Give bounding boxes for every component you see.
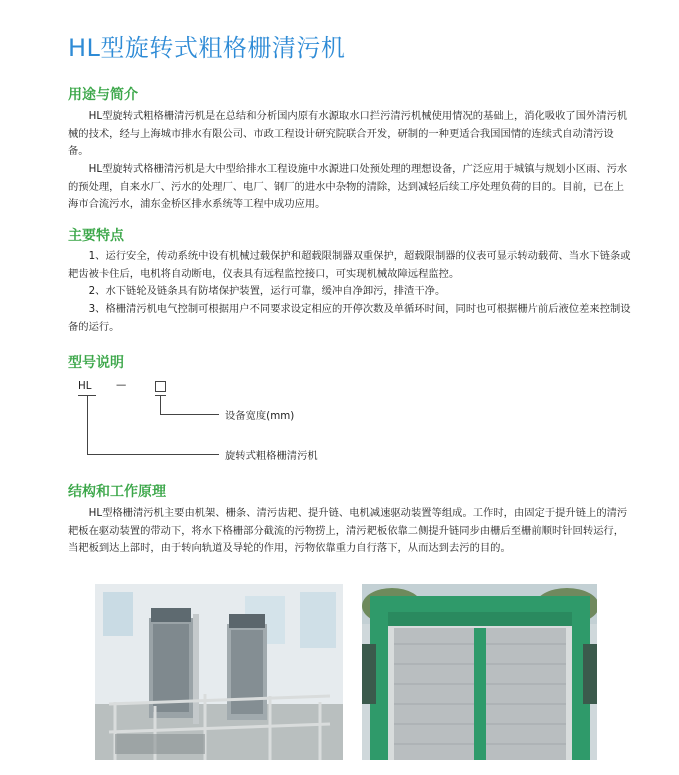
- model-name-label: 旋转式粗格栅清污机: [225, 450, 318, 462]
- model-width-label: 设备宽度(mm): [225, 410, 295, 422]
- model-dash: —: [116, 379, 127, 391]
- model-prefix: HL: [78, 380, 92, 392]
- feature-paragraph-3: 3、格栅清污机电气控制可根据用户不同要求设定相应的开停次数及单循环时间，同时也可根据栅片前后液位差来控制设备的运行。: [68, 303, 631, 333]
- feature-paragraph-2: 2、水下链轮及链条具有防堵保护装置，运行可靠，缓冲自净卸污，排渣干净。: [88, 285, 446, 297]
- section-heading-intro: 用途与简介: [68, 87, 138, 103]
- structure-paragraph-1: HL型格栅清污机主要由机架、栅条、清污齿耙、提升链、电机减速驱动装置等组成。工作时，由固定于提升链上的清污耙板在驱动装置的带动下，将水下格栅部分截流的污物捞上，清污耙板依靠二侧提升链同步由栅后至栅前顺时针回转运行，当耙板到达上部时，由于转向轨道及导轮的作用，污物依靠重力自行落下，从而达到去污的目的。: [68, 507, 628, 554]
- page-title: HL型旋转式粗格栅清污机: [68, 34, 346, 62]
- box-leader: [160, 395, 161, 414]
- feature-paragraph-1: 1、运行安全，传动系统中设有机械过载保护和超载限制器双重保护，超载限制器的仪表可显示转动载荷、当水下链条或耙齿被卡住后，电机将自动断电，仪表具有远程监控接口，可实现机械故障远程监控。: [68, 250, 631, 280]
- photo-indoor-installation: [95, 584, 343, 760]
- model-code-diagram: [68, 378, 368, 468]
- model-width-box: [155, 381, 166, 392]
- section-heading-model: 型号说明: [68, 355, 124, 371]
- section-heading-structure: 结构和工作原理: [68, 484, 166, 500]
- section-heading-features: 主要特点: [68, 228, 124, 244]
- prefix-leader-h: [87, 454, 219, 455]
- prefix-leader: [87, 395, 88, 454]
- box-leader-h: [160, 414, 219, 415]
- intro-paragraph-1: HL型旋转式粗格栅清污机是在总结和分析国内原有水源取水口拦污清污机械使用情况的基础上，消化吸收了国外清污机械的技术，经与上海城市排水有限公司、市政工程设计研究院联合开发，研制的一种更适合我国国情的连续式自动清污设备。: [68, 110, 628, 157]
- intro-paragraph-2: HL型旋转式格栅清污机是大中型给排水工程设施中水源进口处预处理的理想设备，广泛应用于城镇与规划小区雨、污水的预处理，自来水厂、污水的处理厂、电厂、钢厂的进水中杂物的清除，达到减轻后续工序处理负荷的目的。目前，已在上海市合流污水，浦东金桥区排水系统等工程中成功应用。: [68, 163, 628, 210]
- photo-outdoor-machine: [362, 584, 597, 760]
